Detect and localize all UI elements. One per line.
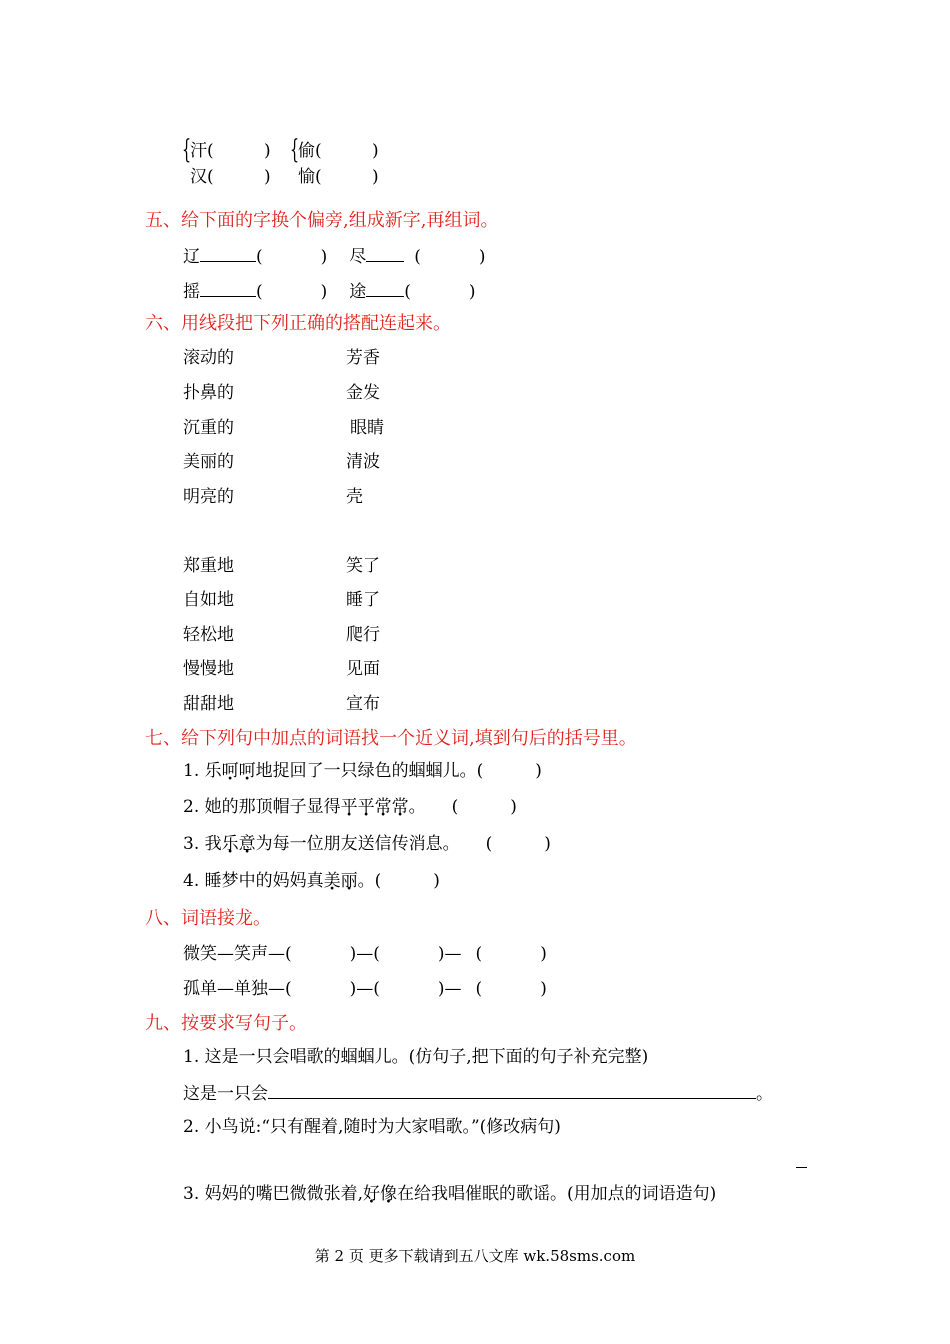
answer-line-stub	[796, 1167, 807, 1168]
close-paren: )	[478, 247, 486, 267]
pair-1-top-open: 汗(	[190, 141, 214, 161]
section-9-title: 九、按要求写句子。	[145, 1013, 307, 1034]
open-paren: (	[256, 247, 263, 267]
sec7-sentence-2	[183, 796, 517, 818]
match-left-item: 滚动的	[183, 348, 234, 368]
match-left-item: 自如地	[183, 590, 234, 610]
dotted-char: 呵	[238, 761, 256, 781]
close-paren: )	[535, 761, 542, 781]
close-paren: )	[468, 282, 476, 302]
dotted-char: 平	[357, 797, 375, 817]
match-right-item: 宣布	[346, 694, 380, 714]
chain-text: )—(	[349, 979, 380, 999]
dotted-char: 丽	[340, 871, 358, 891]
sec7-sentence-3	[183, 833, 551, 855]
chain-text: )—	[437, 979, 462, 999]
dotted-char: 常	[391, 797, 409, 817]
dotted-char: 呵	[221, 761, 239, 781]
open-paren: (	[404, 282, 411, 302]
match-left-item: 慢慢地	[183, 659, 234, 679]
close-paren: )	[540, 979, 547, 999]
match-right-item: 清波	[346, 452, 380, 472]
chain-row-1	[183, 943, 547, 965]
dotted-char: 常	[374, 797, 392, 817]
pair-2-bottom-close: )	[372, 167, 379, 187]
sec7-sentence-4	[183, 870, 440, 892]
left-brace-icon: {	[182, 135, 192, 165]
section-7-title: 七、给下列句中加点的词语找一个近义词,填到句后的括号里。	[145, 728, 637, 749]
blank-line	[366, 244, 404, 262]
blank-line	[200, 279, 256, 297]
pair-1-bottom-close: )	[264, 167, 271, 187]
pair-2-top-open: 偷(	[298, 141, 322, 161]
sec9-sentence-3	[183, 1183, 716, 1205]
chain-text: 微笑—笑声—(	[183, 944, 292, 964]
dotted-char: 平	[340, 797, 358, 817]
section-5-title: 五、给下面的字换个偏旁,组成新字,再组词。	[145, 210, 499, 231]
sec5-char: 途	[349, 282, 367, 302]
sec7-sentence-1	[183, 760, 542, 782]
open-paren: (	[475, 944, 483, 964]
sentence-text: 1. 乐	[183, 761, 222, 781]
sentence-text: 为每一位朋友送信传消息。	[255, 834, 460, 854]
sec9-fill-line	[183, 1081, 773, 1105]
sentence-text: 地捉回了一只绿色的蝈蝈儿。(	[255, 761, 484, 781]
match-right-item: 见面	[346, 659, 380, 679]
dotted-char: 像	[380, 1184, 398, 1204]
match-left-item: 轻松地	[183, 625, 234, 645]
chain-row-2	[183, 978, 547, 1000]
match-left-item: 扑鼻的	[183, 383, 234, 403]
sentence-text: 。(	[357, 871, 382, 891]
open-paren: (	[451, 797, 459, 817]
sec5-char: 摇	[183, 282, 200, 302]
close-paren: )	[433, 871, 440, 891]
open-paren: (	[414, 247, 421, 267]
match-left-item: 甜甜地	[183, 694, 234, 714]
right-brace-icon: {	[290, 135, 300, 165]
dotted-char: 美	[323, 871, 341, 891]
blank-line	[200, 244, 256, 262]
section-6-title: 六、用线段把下列正确的搭配连起来。	[145, 313, 451, 334]
match-left-item: 沉重的	[183, 418, 234, 438]
sentence-text: 4. 睡梦中的妈妈真	[183, 871, 324, 891]
match-left-item: 美丽的	[183, 452, 234, 472]
match-right-item: 爬行	[346, 625, 380, 645]
sentence-text: 2. 她的那顶帽子显得	[183, 797, 341, 817]
sec5-row1	[183, 244, 486, 268]
fill-prefix: 这是一只会	[183, 1084, 268, 1104]
chain-text: 孤单—单独—(	[183, 979, 292, 999]
dotted-char: 好	[363, 1184, 381, 1204]
sentence-text: 在给我唱催眠的歌谣。(用加点的词语造句)	[397, 1184, 717, 1204]
pair-2-bottom-open: 愉(	[298, 167, 322, 187]
sec9-sentence-2: 2. 小鸟说:“只有醒着,随时为大家唱歌。”(修改病句)	[183, 1117, 561, 1137]
page-footer: 第 2 页 更多下载请到五八文库 wk.58sms.com	[314, 1247, 636, 1265]
pair-2-top-close: )	[372, 141, 379, 161]
dotted-char: 意	[238, 834, 256, 854]
match-left-item: 郑重地	[183, 556, 234, 576]
close-paren: )	[544, 834, 551, 854]
open-paren: (	[485, 834, 493, 854]
open-paren: (	[475, 979, 483, 999]
pair-1-top-close: )	[264, 141, 271, 161]
sentence-text: 3. 妈妈的嘴巴微微张着,	[183, 1184, 364, 1204]
chain-text: )—(	[349, 944, 380, 964]
match-left-item: 明亮的	[183, 487, 234, 507]
match-right-item: 壳	[346, 487, 363, 507]
match-right-item: 眼睛	[350, 418, 384, 438]
match-right-item: 笑了	[346, 556, 380, 576]
blank-line	[366, 279, 404, 297]
chain-text: )—	[437, 944, 462, 964]
close-paren: )	[320, 247, 328, 267]
sentence-text: 3. 我	[183, 834, 222, 854]
match-right-item: 芳香	[346, 348, 380, 368]
pair-1-bottom-open: 汉(	[190, 167, 214, 187]
sec5-char: 尽	[349, 247, 367, 267]
close-paren: )	[320, 282, 328, 302]
sec5-char: 辽	[183, 247, 200, 267]
sec9-sentence-1: 1. 这是一只会唱歌的蝈蝈儿。(仿句子,把下面的句子补充完整)	[183, 1047, 649, 1067]
open-paren: (	[256, 282, 263, 302]
match-right-item: 金发	[346, 383, 380, 403]
answer-line[interactable]	[268, 1081, 756, 1099]
sec5-row2	[183, 279, 476, 303]
close-paren: )	[510, 797, 517, 817]
section-8-title: 八、词语接龙。	[145, 908, 271, 929]
fill-end: 。	[756, 1084, 773, 1104]
dotted-char: 乐	[221, 834, 239, 854]
close-paren: )	[540, 944, 547, 964]
sentence-text: 。	[408, 797, 426, 817]
match-right-item: 睡了	[346, 590, 380, 610]
